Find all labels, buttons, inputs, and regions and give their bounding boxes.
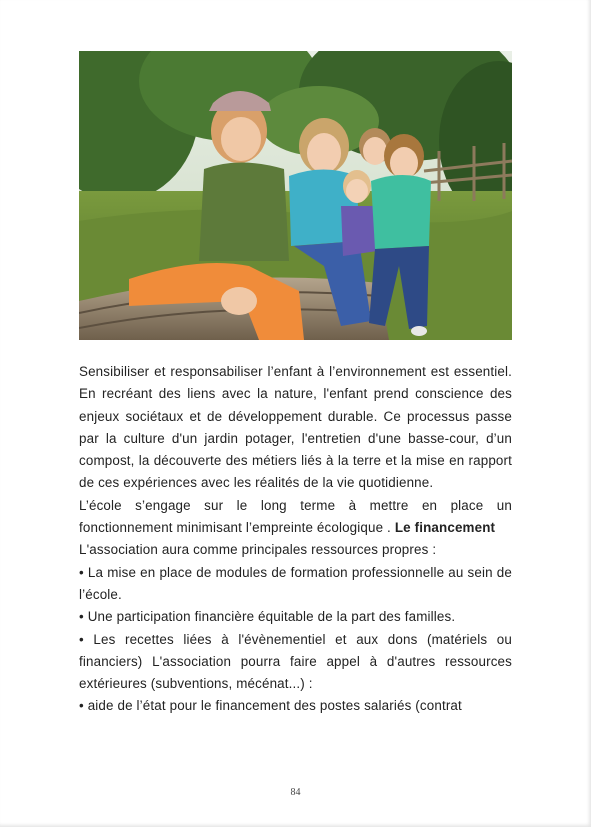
engagement-text: L’école s’engage sur le long terme à mettre en place un fonctionnement minimisant l’empreinte écologique .	[79, 497, 512, 536]
engagement-paragraph	[79, 495, 512, 540]
environment-paragraph: Sensibiliser et responsabiliser l’enfant à l’environnement est essentiel. En recréant des liens avec la nature, l'enfant prend conscience des enjeux sociétaux et de développement durable. Ce processus passe par la culture d'un jardin potager, l'entretien d'une basse-cour, d’un compost, la découverte des métiers liés à la terre et la mise en rapport de ces expériences avec les réalités de la vie quotidienne.	[79, 364, 512, 491]
financement-item: • Une participation financière équitable de la part des familles.	[79, 609, 456, 625]
financement-heading: Le financement	[394, 520, 496, 536]
financement-item: • La mise en place de modules de formation professionnelle au sein de l’école.	[79, 564, 512, 602]
body-text	[79, 361, 512, 718]
page-number: 84	[290, 787, 301, 798]
children-on-log-photo	[79, 51, 512, 340]
financement-item: • aide de l’état pour le financement des postes salariés (contrat	[79, 698, 462, 714]
financement-intro: L'association aura comme principales ressources propres :	[79, 542, 437, 558]
financement-item: • Les recettes liées à l'évènementiel et aux dons (matériels ou financiers) L'association pourra faire appel à d'autres ressources extérieures (subventions, mécénat...) :	[79, 631, 512, 692]
